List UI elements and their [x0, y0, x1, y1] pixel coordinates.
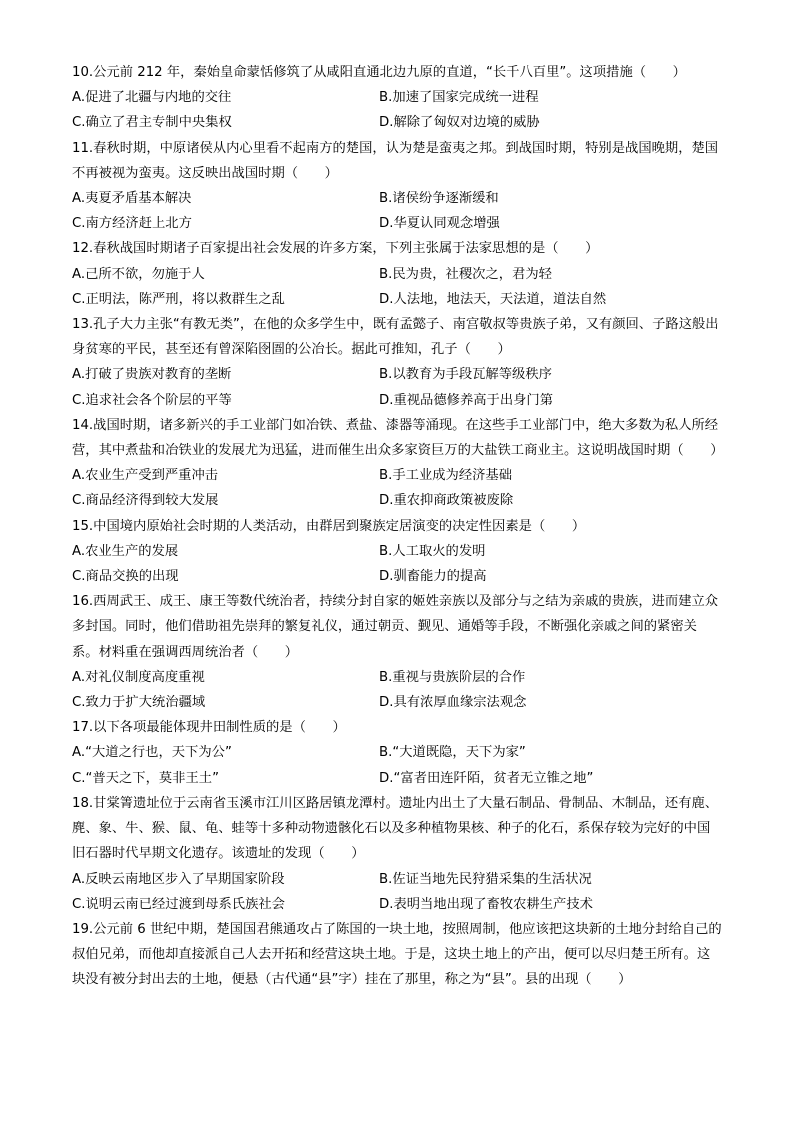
option-c: C.说明云南已经过渡到母系氏族社会 — [72, 896, 285, 912]
option-b: B.佐证当地先民狩猎采集的生活状况 — [379, 871, 592, 887]
question-stem: 13.孔子大力主张“有教无类”，在他的众多学生中，既有孟懿子、南宫敬叔等贵族子弟，又有颜回、子路这般出身贫寒的平民，甚至还有曾深陷囹圄的公冶长。据此可推知，孔子（ ） — [72, 317, 719, 358]
question-stem: 14.战国时期，诸多新兴的手工业部门如冶铁、煮盐、漆器等涌现。在这些手工业部门中，绝大多数为私人所经营，其中煮盐和冶铁业的发展尤为迅猛，进而催生出众多家资巨万的大盐铁工商业主。这说明战国时期（ ） — [72, 417, 724, 459]
option-grid — [72, 867, 722, 917]
option-d: D.表明当地出现了畜牧农耕生产技术 — [379, 896, 593, 912]
question-17 — [72, 715, 722, 791]
question-stem: 16.西周武王、成王、康王等数代统治者，持续分封自家的姬姓亲族以及部分与之结为亲戚的贵族，进而建立众多封国。同时，他们借助祖先崇拜的繁复礼仪，通过朝贡、觐见、通婚等手段，不断强化亲戚之间的紧密关系。材料重在强调西周统治者（ ） — [72, 594, 719, 660]
option-c: C.正明法，陈严刑，将以救群生之乱 — [72, 291, 285, 307]
option-b: B.手工业成为经济基础 — [379, 468, 513, 484]
option-b: B.诸侯纷争逐渐缓和 — [379, 191, 499, 207]
option-c: C.商品经济得到较大发展 — [72, 493, 219, 509]
option-grid — [72, 362, 722, 412]
option-a: A.反映云南地区步入了早期国家阶段 — [72, 871, 285, 887]
option-c: C.“普天之下，莫非王土” — [72, 770, 219, 786]
option-d: D.华夏认同观念增强 — [379, 216, 500, 232]
question-19 — [72, 917, 722, 993]
question-16 — [72, 589, 722, 715]
option-b: B.以教育为手段瓦解等级秩序 — [379, 367, 552, 383]
option-c: C.商品交换的出现 — [72, 569, 179, 585]
option-a: A.农业生产受到严重冲击 — [72, 468, 219, 484]
question-stem: 12.春秋战国时期诸子百家提出社会发展的许多方案，下列主张属于法家思想的是（ ） — [72, 241, 599, 257]
question-stem: 17.以下各项最能体现井田制性质的是（ ） — [72, 720, 346, 736]
option-grid — [72, 740, 722, 790]
question-stem: 19.公元前 6 世纪中期，楚国国君熊通攻占了陈国的一块土地，按照周制，他应该把这块新的土地分封给自己的叔伯兄弟，而他却直接派自己人去开拓和经营这块土地。于是，这块土地上的产出，便可以尽归楚王所有。这块没有被分封出去的土地，便悬（古代通“县”字）挂在了那里，称之为“县”。县的出现（ ） — [72, 921, 722, 988]
question-stem: 10.公元前 212 年，秦始皇命蒙恬修筑了从咸阳直通北边九原的直道，“长千八百里”。这项措施（ ） — [72, 65, 686, 80]
option-d: D.驯畜能力的提高 — [379, 569, 487, 585]
option-a: A.促进了北疆与内地的交往 — [72, 90, 232, 106]
option-grid — [72, 665, 722, 715]
question-18 — [72, 791, 722, 917]
option-c: C.追求社会各个阶层的平等 — [72, 392, 232, 408]
question-12 — [72, 236, 722, 312]
option-a: A.打破了贵族对教育的垄断 — [72, 367, 232, 383]
option-b: B.“大道既隐，天下为家” — [379, 745, 526, 761]
option-c: C.确立了君主专制中央集权 — [72, 115, 232, 131]
option-grid — [72, 85, 722, 135]
question-stem: 15.中国境内原始社会时期的人类活动，由群居到聚族定居演变的决定性因素是（ ） — [72, 518, 586, 534]
question-stem: 11.春秋时期，中原诸侯从内心里看不起南方的楚国，认为楚是蛮夷之邦。到战国时期，特别是战国晚期，楚国不再被视为蛮夷。这反映出战国时期（ ） — [72, 140, 719, 181]
question-13 — [72, 312, 722, 413]
option-a: A.己所不欲，勿施于人 — [72, 266, 205, 282]
option-b: B.人工取火的发明 — [379, 543, 486, 559]
option-c: C.致力于扩大统治疆域 — [72, 695, 206, 711]
option-b: B.重视与贵族阶层的合作 — [379, 669, 526, 685]
question-stem: 18.甘棠箐遗址位于云南省玉溪市江川区路居镇龙潭村。遗址内出土了大量石制品、骨制品、木制品，还有鹿、麂、象、牛、猴、鼠、龟、蛙等十多种动物遗骸化石以及多种植物果核、种子的化石，系保存较为完好的中国旧石器时代早期文化遗存。该遗址的发现（ ） — [72, 795, 719, 862]
option-a: A.农业生产的发展 — [72, 543, 179, 559]
option-d: D.解除了匈奴对边境的威胁 — [379, 115, 540, 131]
exam-page — [72, 60, 722, 993]
option-d: D.重农抑商政策被废除 — [379, 493, 514, 509]
option-grid — [72, 262, 722, 312]
option-c: C.南方经济赶上北方 — [72, 216, 192, 232]
option-b: B.民为贵，社稷次之，君为轻 — [379, 266, 552, 282]
option-grid — [72, 186, 722, 236]
question-11 — [72, 136, 722, 237]
option-a: A.夷夏矛盾基本解决 — [72, 191, 192, 207]
option-d: D.具有浓厚血缘宗法观念 — [379, 695, 527, 711]
option-d: D.重视品德修养高于出身门第 — [379, 392, 554, 408]
option-a: A.“大道之行也，天下为公” — [72, 745, 232, 761]
option-grid — [72, 463, 722, 513]
option-d: D.“富者田连阡陌，贫者无立锥之地” — [379, 770, 594, 786]
option-a: A.对礼仪制度高度重视 — [72, 669, 205, 685]
option-grid — [72, 539, 722, 589]
option-d: D.人法地，地法天，天法道，道法自然 — [379, 291, 607, 307]
question-10 — [72, 60, 722, 136]
option-b: B.加速了国家完成统一进程 — [379, 90, 539, 106]
question-15 — [72, 514, 722, 590]
question-14 — [72, 413, 722, 514]
